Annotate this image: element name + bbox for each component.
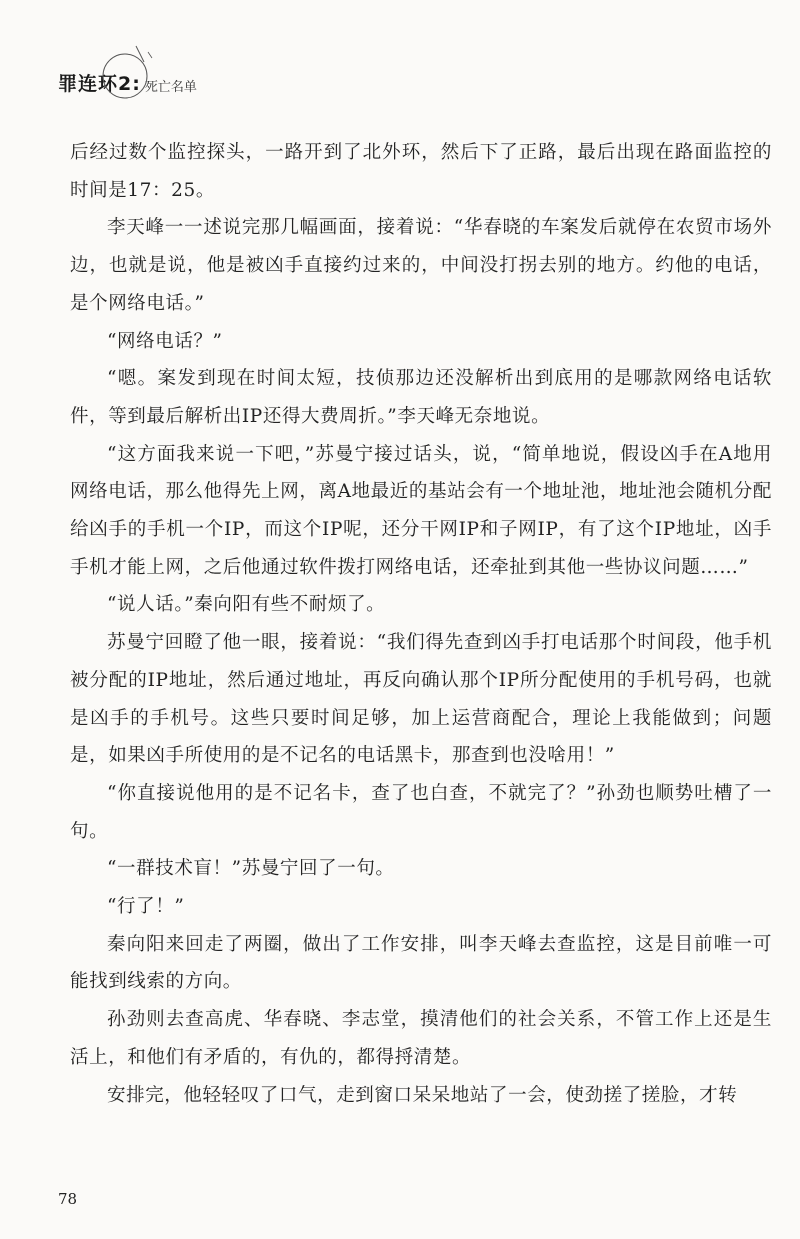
page-number: 78 xyxy=(58,1190,78,1208)
book-subtitle: 死亡名单 xyxy=(144,80,197,95)
paragraph: 李天峰一一述说完那几幅画面，接着说：“华春晓的车案发后就停在农贸市场外边，也就是说，他是被凶手直接约过来的，中间没打拐去别的地方。约他的电话，是个网络电话。” xyxy=(70,217,772,314)
paragraph: “行了！” xyxy=(107,896,185,918)
paragraph: 苏曼宁回瞪了他一眼，接着说：“我们得先查到凶手打电话那个时间段，他手机被分配的IP地址，然后通过地址，再反向确认那个IP所分配使用的手机号码，也就是凶手的手机号。这些只要时间足够，加上运营商配合，理论上我能做到；问题是，如果凶手所使用的是不记名的电话黑卡，那查到也没啥用！” xyxy=(70,632,772,767)
paragraph: 秦向阳来回走了两圈，做出了工作安排，叫李天峰去查监控，这是目前唯一可能找到线索的方向。 xyxy=(70,933,772,993)
paragraph: “说人话。”秦向阳有些不耐烦了。 xyxy=(107,594,386,616)
paragraph: 孙劲则去查高虎、华春晓、李志堂，摸清他们的社会关系，不管工作上还是生活上，和他们有矛盾的，有仇的，都得捋清楚。 xyxy=(70,1009,772,1068)
paragraph: “嗯。案发到现在时间太短，技侦那边还没解析出到底用的是哪款网络电话软件，等到最后解析出IP还得大费周折。”李天峰无奈地说。 xyxy=(70,368,772,427)
paragraph: 后经过数个监控探头，一路开到了北外环，然后下了正路，最后出现在路面监控的时间是17：25。 xyxy=(70,142,772,201)
running-header xyxy=(58,56,197,96)
book-title: 罪连环2: xyxy=(58,73,141,95)
paragraph: “网络电话？” xyxy=(107,330,223,352)
body-text xyxy=(70,134,772,1114)
paragraph: 安排完，他轻轻叹了口气，走到窗口呆呆地站了一会，使劲搓了搓脸，才转 xyxy=(107,1084,738,1106)
paragraph: “一群技术盲！”苏曼宁回了一句。 xyxy=(107,858,395,880)
paragraph: “这方面我来说一下吧，”苏曼宁接过话头，说，“简单地说，假设凶手在A地用网络电话，那么他得先上网，离A地最近的基站会有一个地址池，地址池会随机分配给凶手的手机一个IP，而这个IP呢，还分干网IP和子网IP，有了这个IP地址，凶手手机才能上网，之后他通过软件拨打网络电话，还牵扯到其他一些协议问题……” xyxy=(70,443,772,578)
paragraph: “你直接说他用的是不记名卡，查了也白查，不就完了？”孙劲也顺势吐槽了一句。 xyxy=(70,782,772,842)
